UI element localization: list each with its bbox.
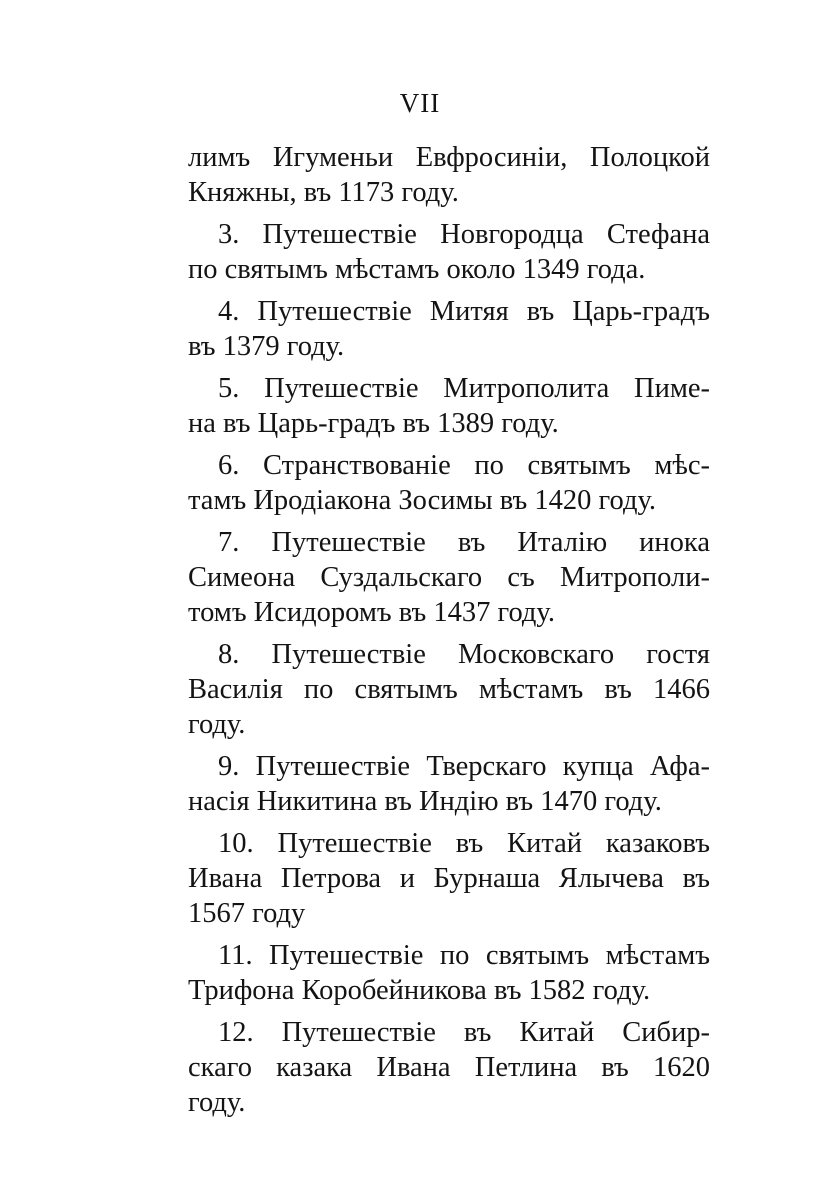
entry-spacer [188, 441, 710, 448]
text-line: Симеона Суздальскаго съ Митрополи- [188, 562, 710, 593]
entry-first-line: 7. Путешествіе въ Италію инока [218, 527, 710, 558]
text-line: скаго казака Ивана Петлина въ 1620 [188, 1052, 710, 1083]
page-number: VII [399, 88, 441, 118]
text-line: тамъ Иродіакона Зосимы въ 1420 году. [188, 485, 656, 516]
text-line: 1567 году [188, 898, 306, 929]
entry-spacer [188, 630, 710, 637]
text-line: году. [188, 709, 246, 740]
text-line: въ 1379 году. [188, 331, 345, 362]
entry-first-line: 3. Путешествіе Новгородца Стефана [218, 219, 710, 250]
text-line: году. [188, 1087, 246, 1118]
table-of-contents-text [188, 140, 710, 1120]
text-line: по святымъ мѣстамъ около 1349 года. [188, 254, 646, 285]
entry-first-line: 6. Странствованіе по святымъ мѣс- [218, 450, 710, 481]
text-line: насія Никитина въ Индію въ 1470 году. [188, 786, 662, 817]
entry-first-line: 4. Путешествіе Митяя въ Царь-градъ [218, 296, 710, 327]
entry-spacer [188, 364, 710, 371]
entry-first-line: 8. Путешествіе Московскаго гостя [218, 639, 710, 670]
text-line: томъ Исидоромъ въ 1437 году. [188, 597, 555, 628]
text-line: на въ Царь-градъ въ 1389 году. [188, 408, 559, 439]
text-line: лимъ Игуменьи Евфросиніи, Полоцкой [188, 142, 710, 173]
text-line: Ивана Петрова и Бурнаша Ялычева въ [188, 863, 710, 894]
entry-spacer [188, 287, 710, 294]
text-line: Трифона Коробейникова въ 1582 году. [188, 975, 651, 1006]
entry-spacer [188, 518, 710, 525]
entry-first-line: 5. Путешествіе Митрополита Пиме- [218, 373, 710, 404]
entry-spacer [188, 931, 710, 938]
entry-spacer [188, 819, 710, 826]
entry-first-line: 11. Путешествіе по святымъ мѣстамъ [218, 940, 710, 971]
entry-spacer [188, 210, 710, 217]
entry-first-line: 9. Путешествіе Тверскаго купца Афа- [218, 751, 710, 782]
text-line: Княжны, въ 1173 году. [188, 177, 459, 208]
entry-first-line: 12. Путешествіе въ Китай Сибир- [218, 1017, 710, 1048]
entry-spacer [188, 742, 710, 749]
entry-first-line: 10. Путешествіе въ Китай казаковъ [218, 828, 710, 859]
text-line: Василія по святымъ мѣстамъ въ 1466 [188, 674, 710, 705]
entry-spacer [188, 1008, 710, 1015]
